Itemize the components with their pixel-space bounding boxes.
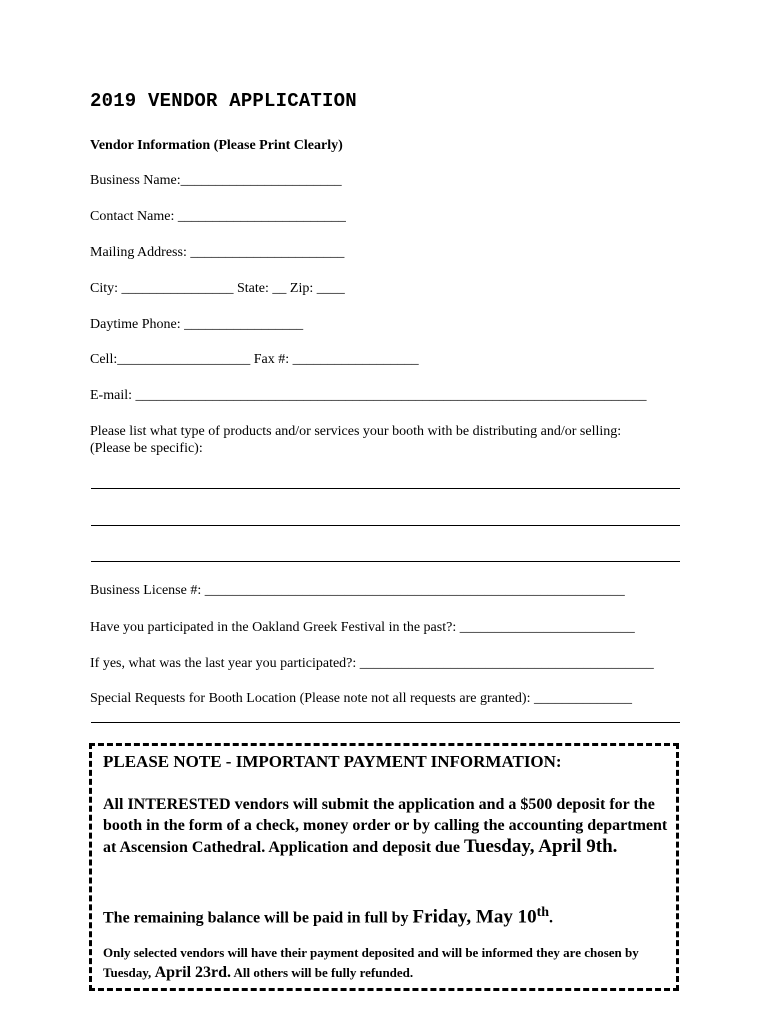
payment-notice-box	[89, 743, 679, 991]
products-answer-line[interactable]	[91, 488, 680, 489]
products-answer-line[interactable]	[91, 561, 680, 562]
last-year-field[interactable]: If yes, what was the last year you participated?: __________________________________________	[90, 656, 654, 671]
remaining-date-suffix: th	[536, 905, 550, 920]
mailing-address-field[interactable]: Mailing Address: ______________________	[90, 245, 345, 260]
remaining-period: .	[549, 909, 554, 927]
notice-deadline-date: Tuesday, April 9th.	[463, 836, 618, 857]
notice-remaining-balance	[103, 905, 553, 928]
business-name-field[interactable]: Business Name:_______________________	[90, 173, 342, 188]
cell-fax-field[interactable]: Cell:___________________ Fax #: __________________	[90, 352, 419, 367]
remaining-text: The remaining balance will be paid in full by	[103, 909, 413, 927]
page-title: 2019 VENDOR APPLICATION	[90, 90, 357, 112]
selected-text-b: All others will be fully refunded.	[231, 965, 414, 980]
notice-body-text: All INTERESTED vendors will submit the application and a $500 deposit for the booth in the form of a check, money order or by calling the accounting department at Ascension Cathedral. Application and deposit due	[103, 796, 668, 856]
special-requests-answer-line[interactable]	[91, 722, 680, 723]
city-state-zip-field[interactable]: City: ________________ State: __ Zip: ____	[90, 281, 345, 296]
notice-selection-info	[103, 943, 673, 983]
selected-date: April 23rd.	[154, 964, 232, 981]
notice-heading: PLEASE NOTE - IMPORTANT PAYMENT INFORMATION:	[103, 752, 562, 771]
selected-text-a: Only selected vendors will have their payment deposited and will be informed they are chosen by Tuesday,	[103, 945, 639, 980]
business-license-field[interactable]: Business License #: ____________________________________________________________	[90, 583, 625, 598]
contact-name-field[interactable]: Contact Name: ________________________	[90, 209, 346, 224]
remaining-date: Friday, May 10	[412, 906, 537, 928]
daytime-phone-field[interactable]: Daytime Phone: _________________	[90, 317, 304, 332]
email-field[interactable]: E-mail: _________________________________________________________________________	[90, 388, 647, 403]
products-question-line-1: Please list what type of products and/or services your booth with be distributing and/or selling:	[90, 424, 622, 439]
products-answer-line[interactable]	[91, 525, 680, 526]
section-heading: Vendor Information (Please Print Clearly)	[90, 138, 343, 153]
notice-body	[103, 794, 673, 858]
special-requests-field[interactable]: Special Requests for Booth Location (Please note not all requests are granted): ______________	[90, 691, 632, 706]
products-question-line-2: (Please be specific):	[90, 441, 203, 456]
participated-field[interactable]: Have you participated in the Oakland Greek Festival in the past?: _________________________	[90, 620, 635, 635]
